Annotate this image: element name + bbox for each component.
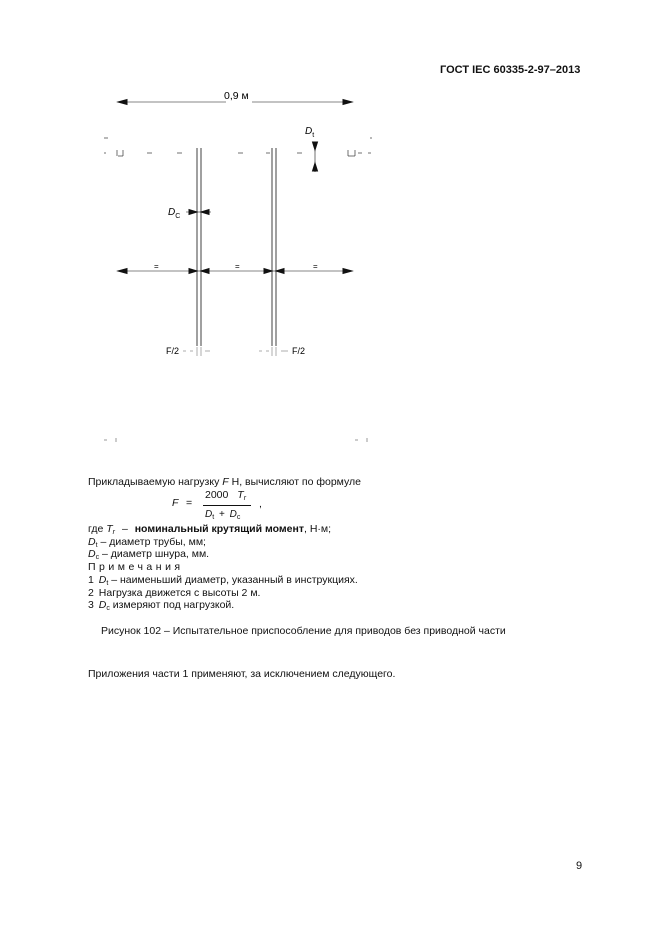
standard-header: ГОСТ IEC 60335-2-97–2013 [440,64,581,76]
spacing-equal-1: = [154,262,159,271]
formula-trailing: , [259,498,262,510]
load-right-label: F/2 [292,346,306,356]
cord-right [272,148,276,346]
definition-dt: $D_t$ – диаметр трубы, мм; [88,536,206,549]
formula-numerator: 2000 $T_r$ [205,489,247,502]
cord-left [197,148,201,346]
dc-label: $D_C$ [168,207,181,220]
load-left-label: F/2 [166,346,180,356]
formula-denominator: $D_t + D_c$ [205,509,241,521]
note-2: 2 Нагрузка движется с высоты 2 м. [88,587,261,599]
figure-caption: Рисунок 102 – Испытательное приспособление для приводов без приводной части [101,625,506,637]
dc-dimension [186,210,211,215]
formula-lhs: F [172,497,179,509]
tube-centerline [104,137,371,156]
note-1: 1 $D_t$ – наименьший диаметр, указанный в инструкциях. [88,574,358,587]
load-left-marks [183,347,210,356]
definition-tr: где $T_r$ – номинальный крутящий момент, Н·м; [88,523,332,536]
spacing-equal-3: = [313,262,318,271]
dt-dimension [313,142,318,172]
dt-label: $D_t$ [305,126,315,139]
note-3: 3 $D_c$ измеряют под нагрузкой. [88,599,235,612]
formula-equals: = [186,497,193,509]
formula-intro: Прикладываемую нагрузку F Н, вычисляют по формуле [88,476,362,488]
load-right-marks [259,347,288,356]
notes-heading: Примечания [88,561,184,573]
base-marks [104,438,367,442]
body-paragraph: Приложения части 1 применяют, за исключением следующего. [88,668,396,680]
spacing-equal-2: = [235,262,240,271]
definition-dc: $D_c$ – диаметр шнура, мм. [88,548,210,561]
formula-fraction-bar [203,505,251,506]
width-dimension-label: 0,9 м [224,90,249,102]
page-number: 9 [576,860,583,872]
